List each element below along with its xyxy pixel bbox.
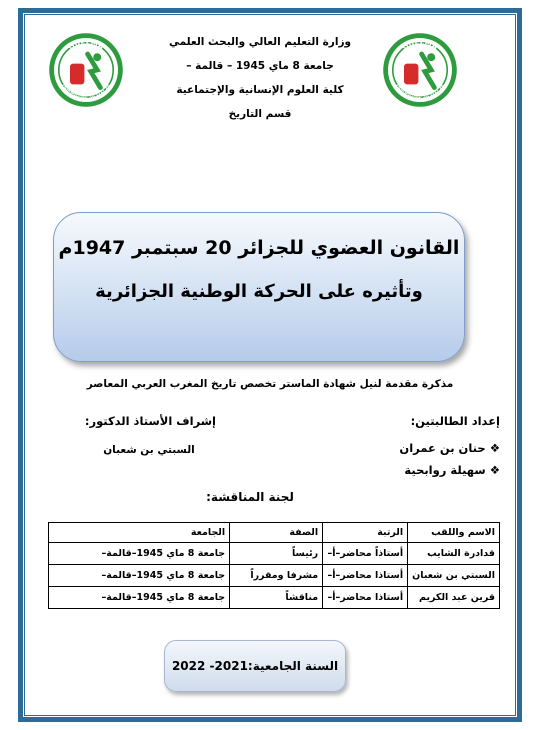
column-header-name: الاسم واللقب	[408, 523, 500, 543]
bullet-icon: ❖	[489, 463, 500, 477]
table-row	[49, 543, 500, 565]
jury-member-name: قرين عبد الكريم	[408, 587, 500, 609]
jury-member-university: جامعة 8 ماي 1945–قالمة–	[49, 565, 230, 587]
faculty-line: كلية العلوم الإنسانية والإجتماعية	[176, 84, 344, 96]
university-logo-left	[46, 30, 126, 110]
jury-member-university: جامعة 8 ماي 1945–قالمة–	[49, 587, 230, 609]
prepared-by-heading: إعداد الطالبتين:	[410, 414, 500, 428]
logo-arc-bottom: UNIVERSITE 08 MAI 45	[393, 84, 447, 103]
university-line: جامعة 8 ماي 1945 – قالمة –	[186, 60, 334, 72]
jury-member-rank: أستاذا محاضر–أ–	[323, 587, 408, 609]
student-item	[404, 463, 500, 477]
logo-arc-top: GUELMA	[400, 37, 440, 52]
jury-member-rank: أستاذاً محاضر–أ–	[323, 543, 408, 565]
column-header-university: الجامعة	[49, 523, 230, 543]
bullet-icon: ❖	[489, 441, 500, 455]
student-item	[399, 441, 500, 455]
jury-member-role: رئيساً	[230, 543, 323, 565]
department-line: قسم التاريخ	[228, 108, 292, 120]
thesis-title-box	[53, 212, 465, 362]
memo-description: مذكرة مقدمة لنيل شهادة الماستر تخصص تاريخ المغرب العربي المعاصر	[86, 378, 454, 390]
jury-member-name: قدادرة الشايب	[408, 543, 500, 565]
logo-arc-bottom: UNIVERSITE 08 MAI 45	[59, 84, 113, 103]
student-name: حنان بن عمران	[399, 441, 486, 455]
jury-member-role: مناقشاً	[230, 587, 323, 609]
jury-member-name: السبتي بن شعبان	[408, 565, 500, 587]
logo-arc-top: GUELMA	[66, 37, 106, 52]
table-header-row	[49, 523, 500, 543]
supervisor-name: السبتي بن شعبان	[103, 444, 195, 456]
table-row	[49, 565, 500, 587]
jury-member-role: مشرفا ومقرراً	[230, 565, 323, 587]
ministry-line: وزارة التعليم العالي والبحث العلمي	[168, 36, 352, 48]
column-header-role: الصفة	[230, 523, 323, 543]
academic-year-box: السنة الجامعية:2021- 2022	[164, 640, 346, 692]
thesis-title-line-1: القانون العضوي للجزائر 20 سبتمبر 1947م	[58, 237, 460, 259]
table-row	[49, 587, 500, 609]
institution-header	[140, 30, 380, 126]
jury-table	[48, 522, 500, 609]
student-name: سهيلة روابحية	[404, 463, 486, 477]
jury-heading: لجنة المناقشة:	[206, 490, 294, 504]
supervision-heading: إشراف الأستاذ الدكتور:	[84, 414, 216, 428]
jury-member-university: جامعة 8 ماي 1945–قالمة–	[49, 543, 230, 565]
university-logo-right	[380, 30, 460, 110]
jury-member-rank: أستاذا محاضر–أ–	[323, 565, 408, 587]
column-header-rank: الرتبة	[323, 523, 408, 543]
thesis-title-line-2: وتأثيره على الحركة الوطنية الجزائرية	[95, 281, 423, 302]
